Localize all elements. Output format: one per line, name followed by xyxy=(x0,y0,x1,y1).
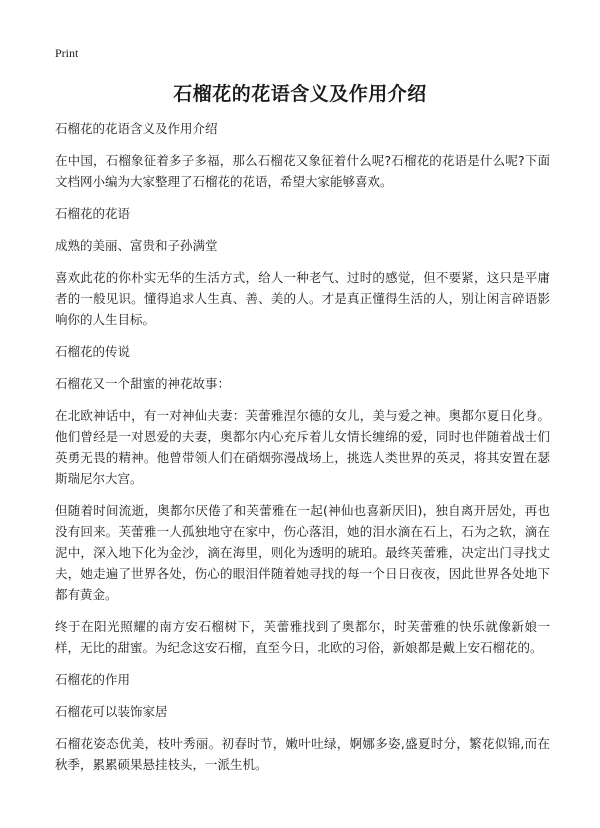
document-body xyxy=(55,118,550,786)
flower-language-meaning: 成熟的美丽、富贵和子孙满堂 xyxy=(55,238,218,253)
document-title: 石榴花的花语含义及作用介绍 xyxy=(173,83,427,105)
legend-paragraph-3: 终于在阳光照耀的南方安石榴树下，芙蕾雅找到了奥都尔，时芙蕾雅的快乐就像新娘一样，无比的甜蜜。为纪念这安石榴，直至今日，北欧的习俗，新娘都是戴上安石榴花的。 xyxy=(55,619,550,655)
section-heading-legend: 石榴花的传说 xyxy=(55,344,131,359)
legend-paragraph-1: 在北欧神话中，有一对神仙夫妻：芙蕾雅涅尔德的女儿，美与爱之神。奥都尔夏日化身。他们曾经是一对恩爱的夫妻，奥都尔内心充斥着儿女情长缠绵的爱，同时也伴随着战士们英勇无畏的精神。他曾带领人们在硝烟弥漫战场上，挑选人类世界的英灵，将其安置在瑟斯瑞尼尔大宫。 xyxy=(55,408,550,486)
subtitle-paragraph: 石榴花的花语含义及作用介绍 xyxy=(55,121,218,136)
section-heading-flower-language: 石榴花的花语 xyxy=(55,206,131,221)
intro-paragraph: 在中国，石榴象征着多子多福，那么石榴花又象征着什么呢?石榴花的花语是什么呢?下面文档网小编为大家整理了石榴花的花语，希望大家能够喜欢。 xyxy=(55,153,550,189)
print-link[interactable]: Print xyxy=(55,46,79,60)
personality-paragraph: 喜欢此花的你朴实无华的生活方式，给人一种老气、过时的感觉，但不要紧，这只是平庸者的一般见识。懂得追求人生真、善、美的人。才是真正懂得生活的人，别让闲言碎语影响你的人生目标。 xyxy=(55,270,550,327)
uses-paragraph: 石榴花姿态优美，枝叶秀丽。初春时节，嫩叶吐绿，婀娜多姿,盛夏时分，繁花似锦,而在秋季，累累硕果悬挂枝头，一派生机。 xyxy=(55,736,550,772)
legend-paragraph-2: 但随着时间流逝，奥都尔厌倦了和芙蕾雅在一起(神仙也喜新厌旧)，独自离开居处，再也没有回来。芙蕾雅一人孤独地守在家中，伤心落泪，她的泪水滴在石上，石为之软，滴在泥中，深入地下化为金沙，滴在海里，则化为透明的琥珀。最终芙蕾雅，决定出门寻找丈夫，她走遍了世界各处，伤心的眼泪伴随着她寻找的每一个日日夜夜，因此世界各处地下都有黄金。 xyxy=(55,503,550,602)
legend-intro: 石榴花又一个甜蜜的神花故事： xyxy=(55,376,231,391)
section-heading-uses: 石榴花的作用 xyxy=(55,672,131,687)
uses-subheading: 石榴花可以装饰家居 xyxy=(55,704,168,719)
